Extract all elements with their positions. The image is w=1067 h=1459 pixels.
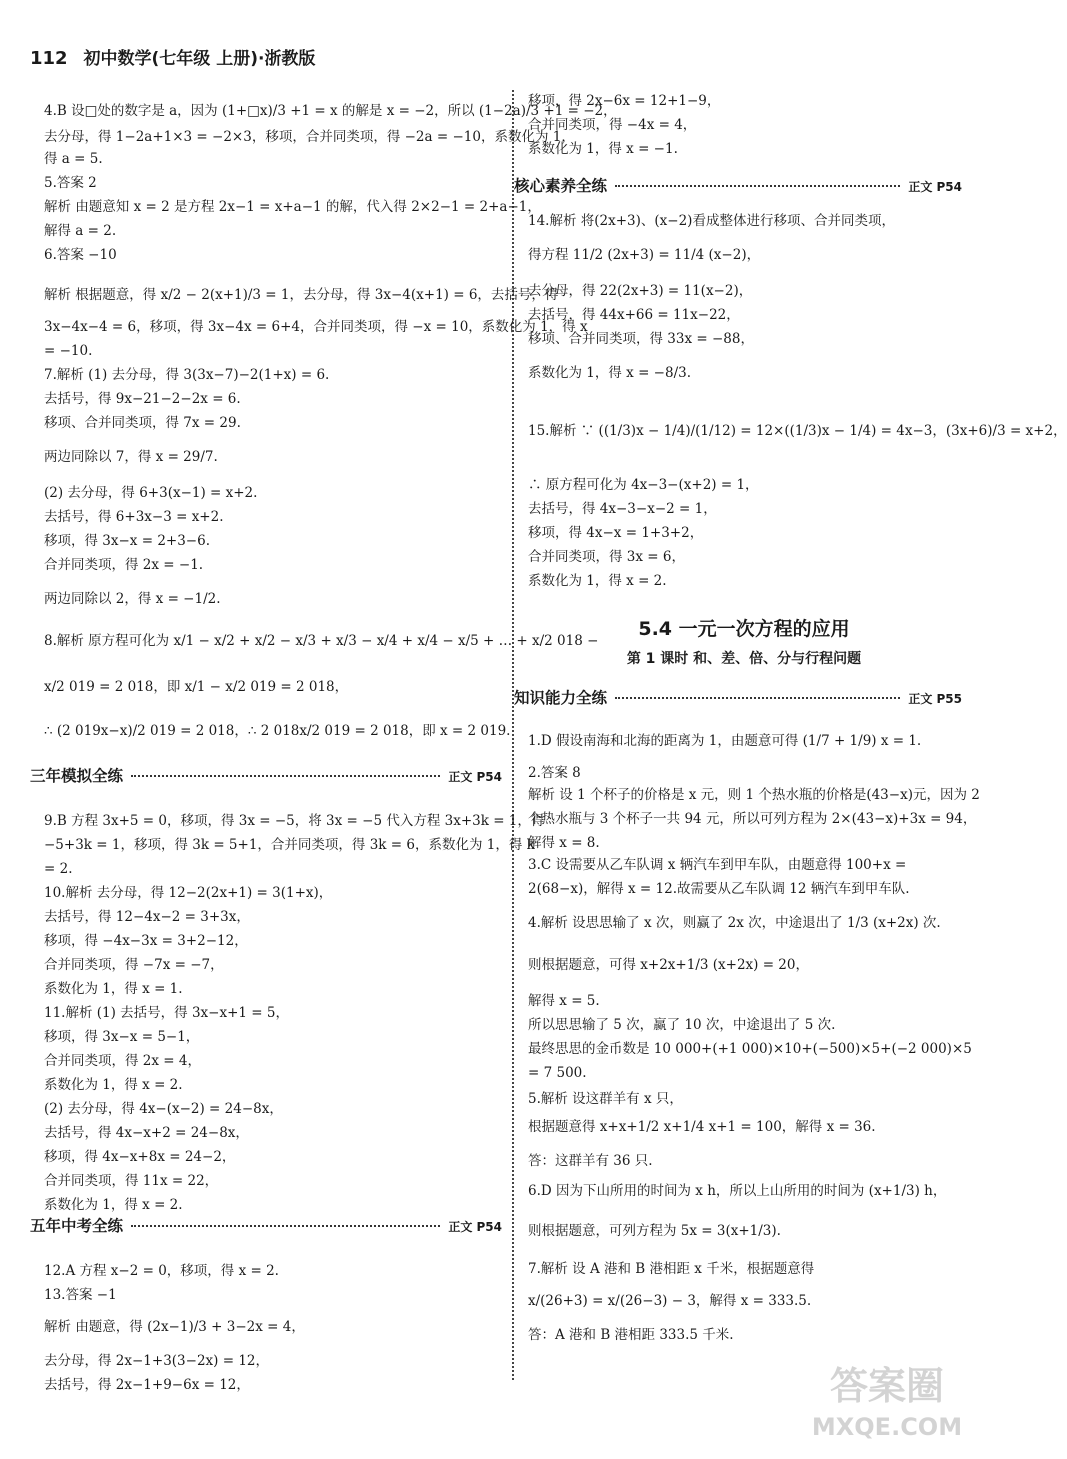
text-line: 3x−4x−4 = 6，移项，得 3x−4x = 6+4，合并同类项，得 −x = 10，系数化为 1，得 x — [44, 319, 588, 335]
text-line: 5.答案 2 — [44, 175, 97, 191]
text-line: 则根据题意，可得 x+2x+1/3 (x+2x) = 20， — [528, 957, 809, 973]
text-line: ∴ 原方程可化为 4x−3−(x+2) = 1， — [528, 477, 759, 493]
text-line: 移项，得 4x−x = 1+3+2， — [528, 525, 704, 541]
section-page-ref: 正文 P54 — [448, 770, 502, 784]
section-heading — [30, 1214, 502, 1236]
text-line: 合并同类项，得 2x = 4， — [44, 1053, 201, 1069]
section-heading — [30, 764, 502, 786]
text-line: 2.答案 8 — [528, 765, 581, 781]
text-line: 所以思思输了 5 次，赢了 10 次，中途退出了 5 次. — [528, 1017, 836, 1033]
text-line: 4.B 设□处的数字是 a，因为 (1+□x)/3 +1 = x 的解是 x = −2，所以 (1−2a)/3 +1 = −2， — [44, 103, 617, 119]
text-line: 答：这群羊有 36 只. — [528, 1153, 653, 1169]
text-line: 2(68−x)，解得 x = 12.故需要从乙车队调 12 辆汽车到甲车队. — [528, 881, 910, 897]
text-line: 合并同类项，得 11x = 22， — [44, 1173, 219, 1189]
page-header — [30, 44, 315, 69]
section-page-ref: 正文 P55 — [908, 692, 962, 706]
text-line: = 2. — [44, 861, 73, 877]
section-title: 三年模拟全练 — [30, 767, 124, 785]
text-line: 两边同除以 2，得 x = −1/2. — [44, 591, 221, 607]
text-line: 解析 根据题意，得 x/2 − 2(x+1)/3 = 1，去分母，得 3x−4(x+1) = 6，去括号，得 — [44, 287, 559, 303]
text-line: 14.解析 将(2x+3)、(x−2)看成整体进行移项、合并同类项， — [528, 213, 895, 229]
section-heading — [514, 174, 962, 196]
text-line: 10.解析 去分母，得 12−2(2x+1) = 3(1+x)， — [44, 885, 333, 901]
book-title: 初中数学(七年级 上册)·浙教版 — [83, 49, 316, 69]
text-line: = 7 500. — [528, 1065, 587, 1081]
text-line: 移项，得 2x−6x = 12+1−9， — [528, 93, 721, 109]
text-line: 6.答案 −10 — [44, 247, 117, 263]
text-line: 解析 由题意，得 (2x−1)/3 + 3−2x = 4， — [44, 1319, 305, 1335]
text-line: 15.解析 ∵ ((1/3)x − 1/4)/(1/12) = 12×((1/3)x − 1/4) = 4x−3，(3x+6)/3 = x+2， — [528, 423, 1067, 439]
text-line: 12.A 方程 x−2 = 0，移项，得 x = 2. — [44, 1263, 279, 1279]
dotted-leader — [131, 775, 440, 777]
text-line: 移项，得 3x−x = 5−1， — [44, 1029, 200, 1045]
text-line: 合并同类项，得 2x = −1. — [44, 557, 204, 573]
section-page-ref: 正文 P54 — [908, 180, 962, 194]
text-line: 根据题意得 x+x+1/2 x+1/4 x+1 = 100，解得 x = 36. — [528, 1119, 876, 1135]
section-heading — [514, 686, 962, 708]
section-page-ref: 正文 P54 — [448, 1220, 502, 1234]
text-line: 解得 x = 8. — [528, 835, 600, 851]
text-line: 去括号，得 44x+66 = 11x−22， — [528, 307, 740, 323]
text-line: 3.C 设需要从乙车队调 x 辆汽车到甲车队，由题意得 100+x = — [528, 857, 907, 873]
text-line: 移项，得 4x−x+8x = 24−2， — [44, 1149, 236, 1165]
text-line: 系数化为 1，得 x = −8/3. — [528, 365, 692, 381]
dotted-leader — [615, 697, 900, 699]
watermark-url: MXQE.COM — [811, 1413, 963, 1441]
text-line: = −10. — [44, 343, 93, 359]
text-line: 移项，得 3x−x = 2+3−6. — [44, 533, 210, 549]
text-line: 系数化为 1，得 x = 2. — [528, 573, 667, 589]
text-line: 答：A 港和 B 港相距 333.5 千米. — [528, 1327, 734, 1343]
text-line: x/2 019 = 2 018，即 x/1 − x/2 019 = 2 018， — [44, 679, 349, 695]
text-line: 则根据题意，可列方程为 5x = 3(x+1/3). — [528, 1223, 781, 1239]
lesson-title: 第 1 课时 和、差、倍、分与行程问题 — [626, 651, 862, 667]
text-line: 移项、合并同类项，得 33x = −88， — [528, 331, 754, 347]
text-line: 6.D 因为下山所用的时间为 x h，所以上山所用的时间为 (x+1/3) h， — [528, 1183, 947, 1199]
watermark-logo — [792, 1355, 982, 1445]
text-line: x/(26+3) = x/(26−3) − 3，解得 x = 333.5. — [528, 1293, 812, 1309]
text-line: (2) 去分母，得 6+3(x−1) = x+2. — [44, 485, 258, 501]
text-line: 解得 a = 2. — [44, 223, 117, 239]
text-line: 解析 设 1 个杯子的价格是 x 元，则 1 个热水瓶的价格是(43−x)元，因为 2 — [528, 787, 980, 803]
text-line: 系数化为 1，得 x = −1. — [528, 141, 678, 157]
text-line: (2) 去分母，得 4x−(x−2) = 24−8x， — [44, 1101, 283, 1117]
text-line: 去括号，得 6+3x−3 = x+2. — [44, 509, 224, 525]
text-line: 13.答案 −1 — [44, 1287, 117, 1303]
text-line: 5.解析 设这群羊有 x 只， — [528, 1091, 683, 1107]
dotted-leader — [131, 1225, 440, 1227]
text-line: 移项，得 −4x−3x = 3+2−12， — [44, 933, 248, 949]
page-number: 112 — [30, 48, 68, 69]
text-line: 合并同类项，得 3x = 6， — [528, 549, 685, 565]
text-line: 去括号，得 12−4x−2 = 3+3x， — [44, 909, 250, 925]
text-line: 去分母，得 22(2x+3) = 11(x−2)， — [528, 283, 753, 299]
text-line: 去括号，得 2x−1+9−6x = 12， — [44, 1377, 250, 1393]
text-line: 两边同除以 7，得 x = 29/7. — [44, 449, 218, 465]
column-divider — [512, 90, 514, 1380]
section-title: 核心素养全练 — [514, 177, 608, 195]
text-line: 合并同类项，得 −7x = −7， — [44, 957, 224, 973]
text-line: 4.解析 设思思输了 x 次，则赢了 2x 次，中途退出了 1/3 (x+2x) 次. — [528, 915, 941, 931]
text-line: 11.解析 (1) 去括号，得 3x−x+1 = 5， — [44, 1005, 289, 1021]
text-line: 系数化为 1，得 x = 2. — [44, 1197, 183, 1213]
text-line: 得方程 11/2 (2x+3) = 11/4 (x−2)， — [528, 247, 761, 263]
text-line: 最终思思的金币数是 10 000+(+1 000)×10+(−500)×5+(−2 000)×5 — [528, 1041, 972, 1057]
text-line: 合并同类项，得 −4x = 4， — [528, 117, 697, 133]
text-line: 移项、合并同类项，得 7x = 29. — [44, 415, 241, 431]
chapter-title: 5.4 一元一次方程的应用 — [638, 618, 850, 640]
section-title: 五年中考全练 — [30, 1217, 124, 1235]
text-line: 系数化为 1，得 x = 2. — [44, 1077, 183, 1093]
text-line: −5+3k = 1，移项，得 3k = 5+1，合并同类项，得 3k = 6，系数化为 1，得 k — [44, 837, 535, 853]
text-line: 得 a = 5. — [44, 151, 103, 167]
text-line: 7.解析 设 A 港和 B 港相距 x 千米，根据题意得 — [528, 1261, 815, 1277]
text-line: 去分母，得 2x−1+3(3−2x) = 12， — [44, 1353, 270, 1369]
text-line: 去分母，得 1−2a+1×3 = −2×3，移项，合并同类项，得 −2a = −10，系数化为 1， — [44, 129, 575, 145]
text-line: 1.D 假设南海和北海的距离为 1，由题意可得 (1/7 + 1/9) x = 1. — [528, 733, 922, 749]
section-title: 知识能力全练 — [514, 689, 608, 707]
text-line: 去括号，得 9x−21−2−2x = 6. — [44, 391, 241, 407]
text-line: 7.解析 (1) 去分母，得 3(3x−7)−2(1+x) = 6. — [44, 367, 330, 383]
text-line: 8.解析 原方程可化为 x/1 − x/2 + x/2 − x/3 + x/3 − x/4 + x/4 − x/5 + … + x/2 018 − — [44, 633, 599, 649]
text-line: 解析 由题意知 x = 2 是方程 2x−1 = x+a−1 的解，代入得 2×2−1 = 2+a−1， — [44, 199, 541, 215]
text-line: 去括号，得 4x−x+2 = 24−8x， — [44, 1125, 249, 1141]
text-line: 解得 x = 5. — [528, 993, 600, 1009]
text-line: 系数化为 1，得 x = 1. — [44, 981, 183, 997]
watermark-brand: 答案圈 — [829, 1364, 945, 1408]
text-line: ∴ (2 019x−x)/2 019 = 2 018，∴ 2 018x/2 019 = 2 018，即 x = 2 019. — [44, 723, 511, 739]
text-line: 9.B 方程 3x+5 = 0，移项，得 3x = −5，将 3x = −5 代入方程 3x+3k = 1，得 — [44, 813, 545, 829]
text-line: 个热水瓶与 3 个杯子一共 94 元，所以可列方程为 2×(43−x)+3x = 94， — [528, 811, 977, 827]
dotted-leader — [615, 185, 900, 187]
text-line: 去括号，得 4x−3−x−2 = 1， — [528, 501, 717, 517]
